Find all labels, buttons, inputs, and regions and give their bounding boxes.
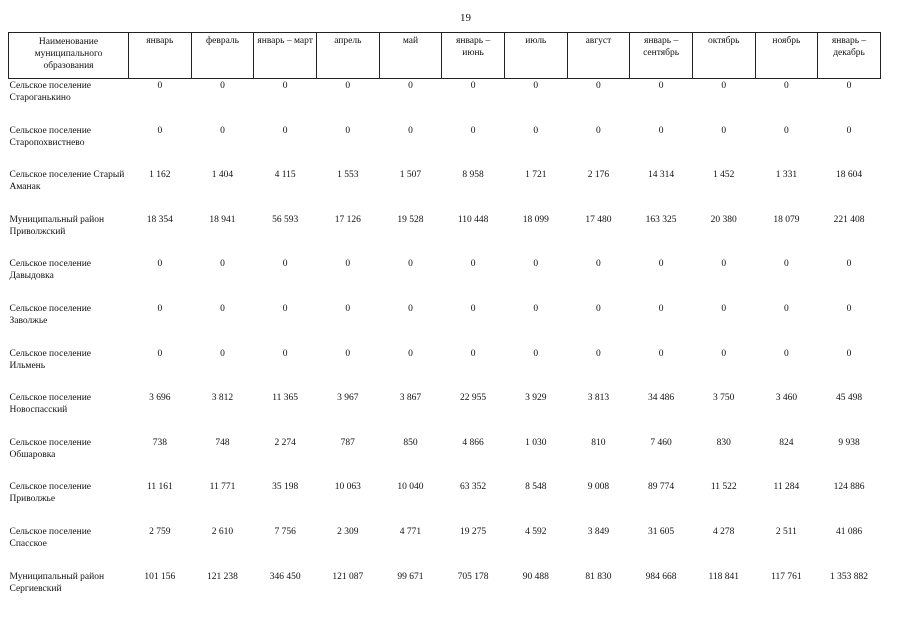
municipality-name: Сельское поселение Давыдовка — [9, 259, 92, 282]
table-cell-value: 0 — [157, 303, 163, 314]
table-cell-value: 3 460 — [775, 393, 798, 404]
table-cell-value: 0 — [470, 81, 476, 91]
table-cell-value: 2 610 — [211, 526, 234, 537]
table-cell-value: 2 511 — [775, 526, 797, 537]
table-cell-value: 1 404 — [211, 170, 234, 181]
municipality-name: Сельское поселение Староганькино — [9, 81, 92, 103]
municipality-name: Муниципальный район Сергиевский — [9, 571, 105, 594]
table-cell-value: 3 696 — [149, 393, 171, 404]
table-row — [9, 525, 881, 570]
column-header-name: Наименование муниципального образования — [9, 33, 129, 79]
table-cell-value: 0 — [220, 348, 225, 359]
table-cell-value: 0 — [784, 125, 789, 136]
table-cell-value: 121 087 — [332, 571, 364, 582]
table-cell-value: 0 — [282, 259, 288, 270]
table-cell-value: 124 886 — [833, 482, 865, 493]
table-row — [9, 79, 881, 124]
table-cell-value: 0 — [658, 81, 664, 91]
column-header-month: февраль — [191, 33, 254, 79]
table-row — [9, 480, 881, 525]
table-cell-value: 0 — [846, 81, 852, 91]
table-cell-value: 11 522 — [710, 482, 737, 493]
table-cell-value: 1 721 — [525, 170, 547, 181]
column-header-month: май — [379, 33, 442, 79]
table-cell-value: 0 — [533, 303, 539, 314]
table-cell-value: 0 — [470, 348, 476, 359]
table-cell-value: 0 — [721, 303, 727, 314]
table-cell-value: 4 115 — [274, 170, 296, 181]
table-cell-value: 2 274 — [274, 437, 296, 448]
table-header — [9, 33, 881, 79]
table-cell-value: 0 — [658, 348, 664, 359]
table-cell-value: 0 — [282, 81, 288, 91]
table-cell-value: 34 486 — [648, 393, 675, 404]
column-header-month: январь – сентябрь — [630, 33, 693, 79]
table-cell-value: 0 — [721, 259, 727, 270]
table-cell-value: 0 — [408, 348, 413, 359]
table-cell-value: 705 178 — [457, 571, 489, 582]
column-header-month: январь – март — [254, 33, 317, 79]
municipality-name: Сельское поселение Обшаровка — [9, 437, 92, 460]
table-cell-value: 10 040 — [397, 482, 424, 493]
municipal-data-table — [8, 32, 881, 614]
table-cell-value: 1 553 — [337, 170, 359, 181]
table-cell-value: 0 — [345, 81, 351, 91]
table-cell-value: 10 063 — [334, 482, 361, 493]
table-cell-value: 90 488 — [522, 571, 549, 582]
table-row — [9, 257, 881, 302]
table-cell-value: 0 — [408, 259, 413, 270]
table-cell-value: 0 — [282, 348, 288, 359]
table-cell-value: 0 — [408, 303, 413, 314]
table-cell-value: 0 — [220, 81, 225, 91]
table-cell-value: 18 941 — [209, 214, 236, 225]
table-row — [9, 124, 881, 169]
table-cell-value: 0 — [408, 81, 413, 91]
table-cell-value: 748 — [215, 437, 230, 448]
table-cell-value: 0 — [658, 125, 664, 136]
table-cell-value: 18 354 — [146, 214, 173, 225]
table-cell-value: 738 — [152, 437, 167, 448]
table-row — [9, 213, 881, 258]
table-cell-value: 3 750 — [713, 393, 735, 404]
table-cell-value: 0 — [533, 259, 539, 270]
table-cell-value: 45 498 — [835, 393, 863, 404]
table-cell-value: 787 — [340, 437, 355, 448]
municipality-name: Сельское поселение Старопохвистнево — [9, 125, 92, 148]
table-cell-value: 0 — [596, 259, 601, 270]
table-cell-value: 0 — [846, 303, 852, 314]
header-row — [9, 33, 881, 79]
table-row — [9, 436, 881, 481]
municipality-name: Сельское поселение Старый Аманак — [9, 170, 125, 193]
table-cell-value: 163 325 — [645, 214, 677, 225]
table-cell-value: 0 — [220, 259, 225, 270]
table-cell-value: 0 — [846, 259, 852, 270]
table-cell-value: 0 — [596, 303, 601, 314]
table-cell-value: 0 — [345, 125, 351, 136]
table-row — [9, 570, 881, 615]
table-cell-value: 56 593 — [272, 214, 299, 225]
table-row — [9, 347, 881, 392]
table-cell-value: 4 592 — [525, 526, 547, 537]
table-cell-value: 7 460 — [650, 437, 672, 448]
column-header-month: апрель — [316, 33, 379, 79]
table-cell-value: 0 — [596, 348, 601, 359]
municipality-name: Муниципальный район Приволжский — [9, 214, 105, 237]
table-cell-value: 0 — [533, 81, 539, 91]
table-cell-value: 8 958 — [462, 170, 484, 181]
table-cell-value: 0 — [470, 125, 476, 136]
table-cell-value: 19 528 — [397, 214, 424, 225]
table-cell-value: 121 238 — [207, 571, 238, 582]
table-cell-value: 2 176 — [587, 170, 610, 181]
table-body — [9, 79, 881, 615]
table-cell-value: 14 314 — [648, 170, 675, 181]
table-cell-value: 0 — [658, 303, 664, 314]
table-cell-value: 31 605 — [648, 526, 675, 537]
table-cell-value: 0 — [157, 81, 163, 91]
table-cell-value: 7 756 — [274, 526, 296, 537]
table-cell-value: 0 — [784, 348, 789, 359]
table-cell-value: 3 849 — [587, 526, 610, 537]
column-header-month: август — [567, 33, 630, 79]
table-cell-value: 0 — [282, 303, 288, 314]
table-cell-value: 0 — [220, 125, 225, 136]
table-cell-value: 9 008 — [587, 482, 610, 493]
page-number: 19 — [460, 12, 471, 24]
table-cell-value: 117 761 — [771, 571, 802, 582]
table-cell-value: 0 — [721, 348, 727, 359]
table-cell-value: 9 938 — [838, 437, 860, 448]
table-cell-value: 17 126 — [334, 214, 361, 225]
table-cell-value: 4 278 — [713, 526, 735, 537]
table-cell-value: 4 866 — [462, 437, 484, 448]
table-cell-value: 810 — [591, 437, 606, 448]
municipality-name: Сельское поселение Спасское — [9, 526, 92, 549]
table-cell-value: 0 — [596, 81, 601, 91]
table-cell-value: 3 812 — [211, 393, 234, 404]
table-cell-value: 3 813 — [587, 393, 610, 404]
table-cell-value: 0 — [220, 303, 225, 314]
table-cell-value: 20 380 — [710, 214, 737, 225]
table-cell-value: 0 — [721, 125, 727, 136]
table-cell-value: 0 — [846, 125, 852, 136]
table-cell-value: 984 668 — [645, 571, 677, 582]
table-cell-value: 11 771 — [209, 482, 236, 493]
table-cell-value: 3 967 — [337, 393, 359, 404]
table-cell-value: 11 365 — [272, 393, 299, 404]
table-cell-value: 3 867 — [399, 393, 422, 404]
table-cell-value: 22 955 — [460, 393, 487, 404]
table-cell-value: 17 480 — [585, 214, 612, 225]
municipality-name: Сельское поселение Ильмень — [9, 348, 92, 371]
table-cell-value: 0 — [846, 348, 852, 359]
column-header-month: январь – июнь — [442, 33, 505, 79]
table-cell-value: 850 — [403, 437, 418, 448]
table-cell-value: 8 548 — [525, 482, 547, 493]
table-cell-value: 18 099 — [522, 214, 549, 225]
table-cell-value: 81 830 — [585, 571, 612, 582]
table-cell-value: 1 331 — [775, 170, 798, 181]
column-header-month: июль — [504, 33, 567, 79]
table-cell-value: 346 450 — [269, 571, 301, 582]
table-cell-value: 0 — [784, 259, 789, 270]
table-row — [9, 302, 881, 347]
table-cell-value: 11 284 — [773, 482, 800, 493]
table-cell-value: 0 — [157, 125, 163, 136]
table-cell-value: 11 161 — [146, 482, 173, 493]
municipality-name: Сельское поселение Приволжье — [9, 482, 92, 505]
table-cell-value: 1 452 — [713, 170, 735, 181]
table-cell-value: 19 275 — [460, 526, 487, 537]
column-header-month: январь – декабрь — [818, 33, 881, 79]
table-cell-value: 41 086 — [835, 526, 863, 537]
table-cell-value: 0 — [470, 259, 476, 270]
table-cell-value: 110 448 — [457, 214, 489, 225]
table-cell-value: 0 — [345, 303, 351, 314]
table-cell-value: 0 — [408, 125, 413, 136]
table-cell-value: 2 759 — [149, 526, 171, 537]
table-cell-value: 18 604 — [835, 170, 863, 181]
column-header-month: октябрь — [692, 33, 755, 79]
table-cell-value: 89 774 — [648, 482, 675, 493]
table-cell-value: 0 — [345, 259, 351, 270]
table-cell-value: 830 — [716, 437, 731, 448]
table-cell-value: 99 671 — [397, 571, 424, 582]
table-cell-value: 0 — [533, 348, 539, 359]
column-header-month: январь — [129, 33, 192, 79]
table-cell-value: 2 309 — [337, 526, 359, 537]
table-cell-value: 35 198 — [272, 482, 299, 493]
table-cell-value: 0 — [345, 348, 351, 359]
table-cell-value: 4 771 — [399, 526, 422, 537]
table-cell-value: 0 — [533, 125, 539, 136]
municipality-name: Сельское поселение Заволжье — [9, 303, 92, 326]
table-cell-value: 0 — [721, 81, 727, 91]
table-cell-value: 1 162 — [149, 170, 171, 181]
table-cell-value: 63 352 — [460, 482, 487, 493]
table-cell-value: 221 408 — [833, 214, 865, 225]
table-cell-value: 0 — [157, 348, 163, 359]
table-row — [9, 391, 881, 436]
municipality-name: Сельское поселение Новоспасский — [9, 393, 92, 416]
table-cell-value: 824 — [779, 437, 794, 448]
table-cell-value: 0 — [658, 259, 664, 270]
table-cell-value: 1 030 — [525, 437, 547, 448]
table-cell-value: 0 — [784, 81, 789, 91]
table-cell-value: 0 — [470, 303, 476, 314]
table-cell-value: 101 156 — [144, 571, 176, 582]
table-cell-value: 0 — [282, 125, 288, 136]
table-cell-value: 18 079 — [773, 214, 800, 225]
column-header-month: ноябрь — [755, 33, 818, 79]
table-cell-value: 118 841 — [708, 571, 739, 582]
table-cell-value: 1 353 882 — [830, 571, 869, 582]
table-cell-value: 0 — [596, 125, 601, 136]
table-cell-value: 0 — [784, 303, 789, 314]
table-cell-value: 3 929 — [525, 393, 547, 404]
table-cell-value: 0 — [157, 259, 163, 270]
table-row — [9, 168, 881, 213]
table-cell-value: 1 507 — [399, 170, 422, 181]
